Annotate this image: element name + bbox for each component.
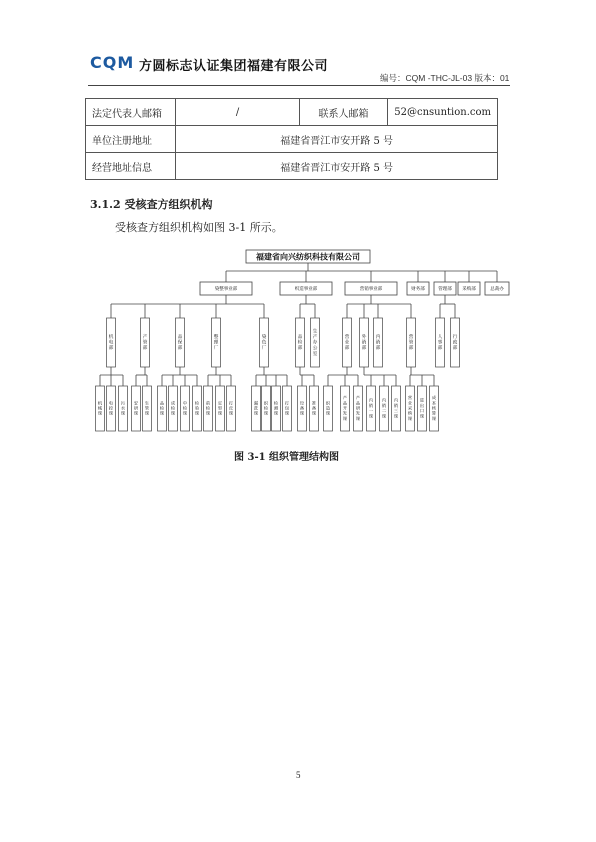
org-section-char: 内	[368, 397, 374, 403]
org-dept-char: 办	[312, 340, 318, 346]
org-section-char: 设	[299, 400, 305, 406]
org-section-char: 课	[284, 410, 290, 416]
org-section-char: 开	[342, 405, 348, 411]
org-section-char: 出	[419, 402, 425, 408]
org-section-char: 检	[273, 400, 279, 406]
org-dept-char: 理	[213, 340, 219, 346]
org-dept-char: 色	[261, 340, 267, 346]
org-section-char: 产	[342, 395, 348, 401]
org-dept-char: 部	[408, 346, 414, 352]
table-cell: 联系人邮箱	[299, 99, 387, 126]
org-dept-char: 部	[375, 346, 381, 352]
table-cell: 福建省晋江市安开路 5 号	[176, 153, 498, 180]
org-section-char: 械	[97, 405, 103, 411]
org-section-char: 课	[419, 413, 425, 419]
org-section-char: 课	[431, 415, 437, 421]
org-section-char: 控	[108, 405, 114, 411]
section-heading: 3.1.2 受核查方组织机构	[90, 198, 213, 211]
company-logo: CQM	[90, 53, 135, 72]
org-section-char: 算	[431, 410, 437, 416]
org-section-char: 检	[194, 400, 200, 406]
org-section-char: 打	[284, 400, 290, 406]
org-dept-char: 行	[452, 335, 458, 341]
org-section-char: 一	[368, 408, 374, 414]
org-dept-char: 部	[108, 346, 114, 352]
org-dept-char: 部	[452, 346, 458, 352]
org-dept-char: 室	[312, 351, 318, 357]
org-section-char: 洗	[253, 405, 259, 411]
org-section-char: 课	[368, 413, 374, 419]
org-section-char: 内	[381, 397, 387, 403]
org-division: 总裁办	[490, 287, 504, 293]
org-section-char: 型	[217, 405, 223, 411]
org-section-char: 课	[217, 410, 223, 416]
org-section-char: 漏	[253, 400, 259, 406]
org-section-char: 课	[194, 410, 200, 416]
org-dept-char: 销	[361, 340, 367, 346]
org-section-char: 课	[170, 410, 176, 416]
org-section-char: 备	[299, 405, 305, 411]
org-section-char: 织	[325, 400, 331, 406]
org-dept-char: 部	[361, 346, 367, 352]
org-section-char: 口	[419, 408, 425, 414]
org-dept-char: 厂	[213, 346, 219, 352]
org-section-char: 前	[205, 400, 211, 406]
org-section-char: 准	[311, 400, 317, 406]
org-section-char: 销	[381, 402, 387, 408]
org-section-char: 成	[170, 400, 176, 406]
org-dept-char: 管	[142, 340, 148, 346]
org-section-char: 三	[393, 408, 399, 414]
org-section-char: 课	[342, 415, 348, 421]
org-section-char: 验	[194, 405, 200, 411]
org-section-char: 课	[144, 410, 150, 416]
org-dept-char: 业	[344, 340, 350, 346]
org-dept-char: 品	[177, 335, 183, 341]
org-section-char: 采	[407, 405, 413, 411]
org-section-char: 测	[273, 405, 279, 411]
figure-caption: 图 3-1 组织管理结构图	[234, 452, 340, 463]
org-dept-char: 机	[108, 335, 114, 341]
org-section-char: 检	[170, 405, 176, 411]
org-dept-char: 营	[344, 335, 350, 341]
org-dept-char: 外	[361, 335, 367, 341]
org-section-char: 课	[182, 410, 188, 416]
org-section-char: 打	[228, 400, 234, 406]
org-section-char: 课	[228, 410, 234, 416]
org-section-char: 皮	[228, 405, 234, 411]
org-section-char: 安	[133, 400, 139, 406]
org-section-char: 机	[97, 400, 103, 406]
table-cell: /	[176, 99, 300, 126]
org-dept-char: 部	[297, 346, 303, 352]
org-section-char: 电	[108, 400, 114, 406]
org-dept-char: 营	[408, 335, 414, 341]
org-section-char: 发	[355, 410, 361, 416]
org-section-char: 课	[97, 410, 103, 416]
org-section-char: 业	[407, 400, 413, 406]
org-section-char: 品	[159, 400, 165, 406]
org-section-char: 水	[120, 405, 126, 411]
org-section-char: 核	[431, 405, 437, 411]
org-dept-char: 生	[312, 329, 318, 335]
org-section-char: 备	[311, 405, 317, 411]
table-cell: 法定代表人邮箱	[86, 99, 176, 126]
org-section-char: 成	[431, 395, 437, 401]
org-section-char: 购	[407, 410, 413, 416]
org-section-char: 研	[355, 405, 361, 411]
org-dept-char: 部	[177, 346, 183, 352]
org-section-char: 课	[381, 413, 387, 419]
org-section-char: 课	[311, 410, 317, 416]
org-section-char: 定	[217, 400, 223, 406]
org-section-char: 本	[431, 400, 437, 406]
org-section-char: 检	[182, 405, 188, 411]
org-dept-char: 厂	[261, 346, 267, 352]
org-division: 采购部	[462, 287, 476, 293]
org-section-char: 课	[407, 415, 413, 421]
org-division: 染整事业部	[214, 287, 238, 293]
table-cell: 经营地址信息	[86, 153, 176, 180]
org-section-char: 课	[108, 410, 114, 416]
org-section-char: 销	[368, 402, 374, 408]
org-section-char: 品	[342, 400, 348, 406]
org-division: 营销事业部	[359, 287, 383, 293]
org-dept-char: 整	[213, 335, 219, 341]
org-section-char: 中	[182, 400, 188, 406]
org-section-char: 管	[144, 405, 150, 411]
org-section-char: 产	[355, 395, 361, 401]
org-dept-char: 公	[312, 346, 318, 352]
org-dept-char: 产	[142, 335, 148, 341]
org-section-char: 检	[263, 405, 269, 411]
org-section-char: 课	[273, 410, 279, 416]
org-section-char: 营	[407, 395, 413, 401]
org-section-char: 检	[205, 405, 211, 411]
table-cell: 52@cnsuntion.com	[388, 99, 498, 126]
org-dept-char: 检	[297, 340, 303, 346]
company-name: 方圆标志认证集团福建有限公司	[139, 59, 329, 74]
org-dept-char: 管	[408, 340, 414, 346]
org-section-char: 课	[299, 410, 305, 416]
org-section-char: 包	[284, 405, 290, 411]
paragraph: 受核查方组织机构如图 3-1 所示。	[115, 221, 283, 234]
org-root: 福建省向兴纺织科技有限公司	[256, 252, 360, 262]
org-section-char: 课	[253, 410, 259, 416]
org-division: 管理部	[438, 287, 452, 293]
org-dept-char: 部	[344, 346, 350, 352]
org-dept-char: 品	[297, 335, 303, 341]
org-section-char: 二	[381, 408, 387, 414]
org-section-char: 污	[120, 400, 126, 406]
org-section-char: 研	[133, 405, 139, 411]
org-section-char: 课	[325, 410, 331, 416]
org-section-char: 课	[355, 415, 361, 421]
org-section-char: 课	[120, 410, 126, 416]
org-dept-char: 产	[312, 335, 318, 341]
org-section-char: 课	[205, 410, 211, 416]
org-dept-char: 人	[437, 335, 443, 341]
org-section-char: 进	[419, 397, 425, 403]
org-dept-char: 销	[375, 340, 381, 346]
org-section-char: 课	[159, 410, 165, 416]
org-dept-char: 染	[261, 335, 267, 341]
org-section-char: 课	[263, 410, 269, 416]
table-cell: 福建省晋江市安开路 5 号	[176, 126, 498, 153]
page-number: 5	[296, 770, 301, 780]
table-cell: 单位注册地址	[86, 126, 176, 153]
org-dept-char: 事	[437, 340, 443, 346]
org-section-char: 品	[355, 400, 361, 406]
org-section-char: 检	[159, 405, 165, 411]
org-dept-char: 部	[437, 346, 443, 352]
org-section-char: 发	[342, 410, 348, 416]
org-division: 织造事业部	[294, 287, 318, 293]
org-section-char: 内	[393, 397, 399, 403]
document-code: 编号：CQM -THC-JL-03 版本：01	[380, 73, 510, 83]
org-division: 财务部	[411, 287, 425, 293]
org-dept-char: 政	[452, 340, 458, 346]
org-section-char: 织	[263, 400, 269, 406]
org-dept-char: 保	[177, 340, 183, 346]
org-section-char: 课	[393, 413, 399, 419]
org-section-char: 销	[393, 402, 399, 408]
org-dept-char: 电	[108, 340, 114, 346]
org-section-char: 造	[325, 405, 331, 411]
org-dept-char: 内	[375, 335, 381, 341]
org-dept-char: 部	[142, 346, 148, 352]
org-section-char: 课	[133, 410, 139, 416]
org-section-char: 生	[144, 400, 150, 406]
